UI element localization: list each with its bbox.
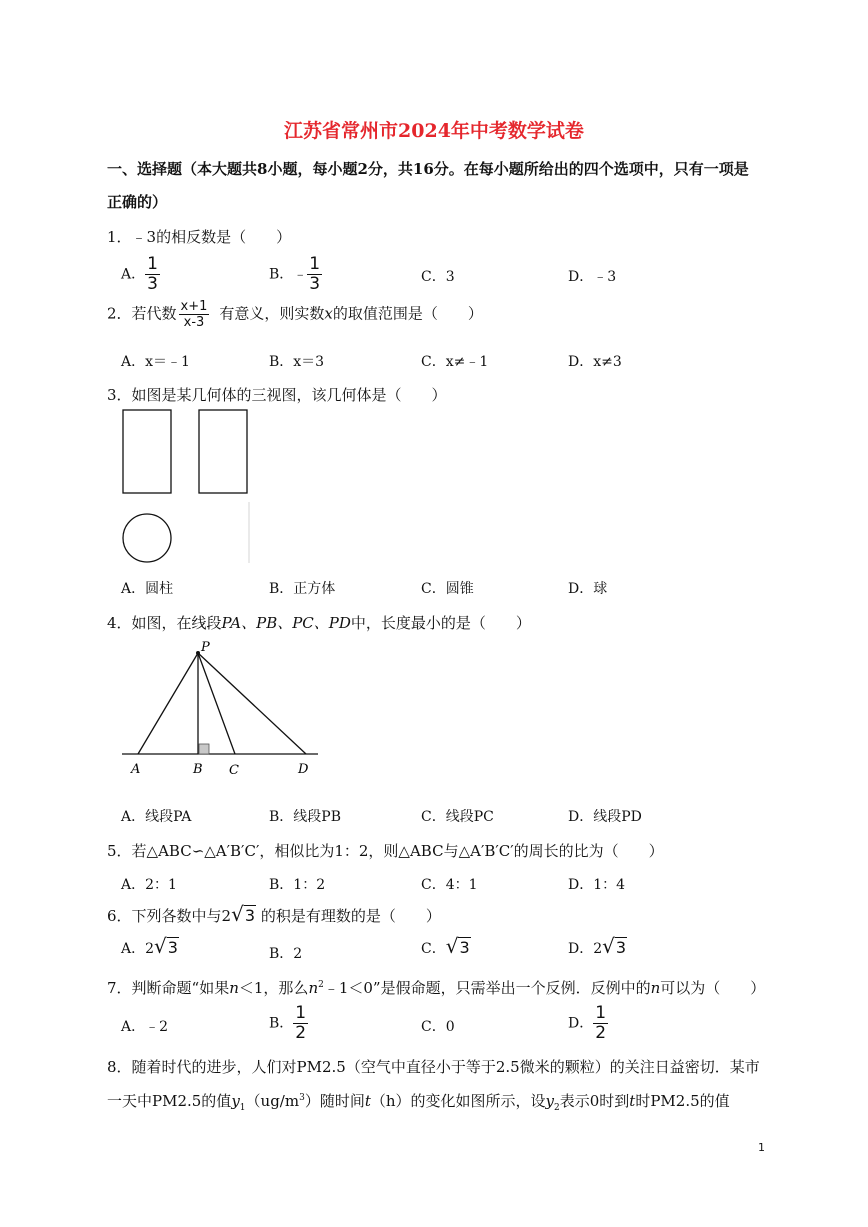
q1-a-prefix: A． [121,266,146,283]
q1-a-num: 1 [147,254,158,274]
q8-stem-line1: 8．随着时代的进步，人们对PM2.5（空气中直径小于等于2.5微米的颗粒）的关注日益密切．某市 [107,1058,760,1076]
q8-line2-c: ）随时间 [304,1092,365,1110]
q7-b-fraction [293,1005,308,1042]
q4-option-b: B．线段PB [269,809,341,825]
q7-d-den: 2 [595,1023,607,1043]
q7-stem-d: 可以为（ ） [660,979,766,997]
q7-option-d [568,1005,608,1042]
q1-b-den: 3 [309,274,321,294]
q6-sqrt [231,902,256,926]
q7-option-a: A．﹣2 [121,1019,169,1035]
q4-option-d: D．线段PD [568,809,642,825]
sqrt-icon: √ [602,934,615,958]
q4-segments: PA、PB、PC、PD [221,614,351,632]
sqrt-icon: √ [154,934,167,958]
q6-option-a [121,934,179,958]
q7-b-num: 1 [295,1003,307,1023]
q8-line2-d: （h）的变化如图所示，设 [370,1092,546,1110]
q7-option-c: C．0 [421,1019,455,1035]
q6-c-prefix: C． [421,941,446,957]
q6-stem-a: 6．下列各数中与2 [107,907,232,925]
q7-exponent: 2 [318,980,324,990]
label-p: P [201,640,210,655]
q8-line2-e: 表示0时到 [559,1092,630,1110]
q6-c-sqrt [446,934,471,958]
q5-stem: 5．若△ABC∽△A′B′C′，相似比为1：2，则△ABC与△A′B′C′的周长的比为（ ） [107,842,664,860]
q7-stem-a: 7．判断命题“如果 [107,979,230,997]
q3-option-c: C．圆锥 [421,581,474,597]
q4-segments-figure [118,636,324,778]
q2-frac-num: x+1 [180,299,208,314]
q1-a-den: 3 [147,274,158,294]
q4-stem [107,612,531,633]
q1-option-a [121,256,160,293]
q6-option-b: B．2 [269,946,303,962]
q6-option-c [421,934,471,958]
q1-option-b [269,256,322,293]
q6-d-prefix: D．2 [568,941,603,957]
q8-m-sup: 3 [299,1093,305,1103]
q1-stem: 1．﹣3的相反数是（ ） [107,228,292,246]
side-view-rect [199,410,247,493]
q8-y2: y [545,1092,555,1110]
q1-option-c: C．3 [421,269,455,285]
q7-b-prefix: B． [269,1015,294,1032]
q4-option-c: C．线段PC [421,809,494,825]
q2-frac-den: x-3 [183,315,205,330]
q2-stem-b: 有意义，则实数 [219,304,325,323]
q7-n1: n [229,979,239,997]
q7-n3: n [650,979,661,997]
top-view-circle [123,514,171,562]
q7-d-num: 1 [595,1003,607,1023]
segment-pc [198,653,235,754]
q7-stem [107,977,765,998]
q3-three-views-figure [118,405,258,567]
q6-a-prefix: A．2 [121,941,155,957]
q7-d-prefix: D． [568,1015,594,1032]
q5-option-b: B．1：2 [269,877,326,893]
q3-option-b: B．正方体 [269,581,336,597]
q2-option-a: A．x＝﹣1 [121,354,190,370]
segment-pa [138,653,198,754]
q4-option-a: A．线段PA [121,809,192,825]
q7-b-den: 2 [295,1023,307,1043]
sqrt-icon: √ [445,934,459,958]
label-a: A [131,762,141,777]
q3-option-a: A．圆柱 [121,581,174,597]
q1-option-d: D．﹣3 [568,269,617,285]
q7-d-fraction [593,1005,608,1042]
q4-stem-a: 4．如图，在线段 [107,614,222,632]
q7-stem-b: ＜1，那么 [238,979,309,997]
q8-line2-b: （ug/m [245,1092,300,1110]
label-b: B [193,762,203,777]
q6-d-sqrt [602,934,627,958]
q6-option-d [568,934,627,958]
q2-option-c: C．x≠﹣1 [421,354,489,370]
q2-option-b: B．x＝3 [269,354,325,370]
q8-y1: y [231,1092,240,1110]
q3-stem: 3．如图是某几何体的三视图，该几何体是（ ） [107,386,447,404]
q1-b-prefix: B．﹣ [269,266,308,283]
q7-option-b [269,1005,308,1042]
q7-n2: n [308,979,319,997]
q6-d-radicand: 3 [615,938,627,957]
q8-line2-f: 时PM2.5的值 [635,1092,730,1110]
q8-t1: t [364,1092,371,1110]
label-d: D [298,762,309,777]
q7-stem-c: ﹣1＜0”是假命题，只需举出一个反例．反例中的 [323,979,651,997]
section1-heading-line2: 正确的） [107,193,168,211]
q6-a-radicand: 3 [167,938,178,957]
q6-c-radicand: 3 [459,938,470,957]
q4-stem-b: 中，长度最小的是（ ） [350,614,531,632]
right-angle-mark [199,744,209,754]
q6-stem [107,902,441,926]
q5-option-a: A．2：1 [121,877,177,893]
q2-stem-c: 的取值范围是（ ） [332,304,483,323]
q8-stem-line2 [107,1090,730,1113]
page-number: 1 [758,1141,765,1154]
q6-a-sqrt [154,934,179,958]
segment-pd [198,653,306,754]
q2-option-d: D．x≠3 [568,354,622,370]
q6-radicand: 3 [244,906,256,925]
label-c: C [229,763,239,778]
q8-line2-a: 一天中PM2.5的值 [107,1092,232,1110]
q5-option-d: D．1：4 [568,877,626,893]
q6-stem-b: 的积是有理数的是（ ） [260,907,441,925]
section1-heading-line1: 一、选择题（本大题共8小题，每小题2分，共16分。在每小题所给出的四个选项中，只有一项是 [107,160,749,178]
q2-stem-a: 2．若代数 [107,304,177,323]
sqrt-icon: √ [231,902,244,926]
q2-var: x [324,304,333,323]
q8-y1-sub: 1 [239,1103,246,1113]
q8-y2-sub: 2 [554,1103,560,1113]
q3-option-d: D．球 [568,581,608,597]
q1-b-num: 1 [309,254,321,274]
q2-fraction [179,300,210,329]
q8-t2: t [629,1092,636,1110]
q2-stem [107,300,483,329]
q1-a-fraction [145,256,160,293]
point-p [196,651,200,655]
q1-b-fraction [307,256,322,293]
front-view-rect [123,410,171,493]
exam-title: 江苏省常州市2024年中考数学试卷 [284,120,584,142]
q5-option-c: C．4：1 [421,877,478,893]
